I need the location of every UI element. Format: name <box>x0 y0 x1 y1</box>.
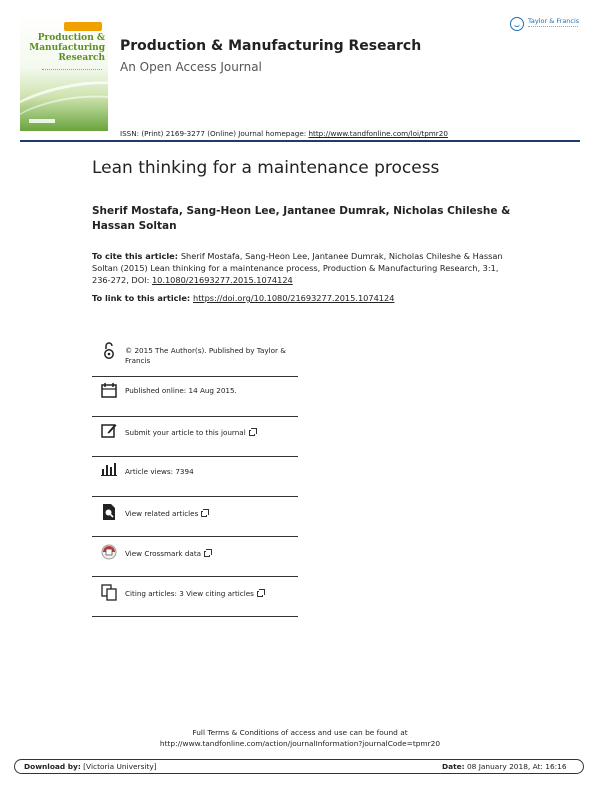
crossmark-row[interactable] <box>92 537 298 577</box>
crossmark-link[interactable]: View Crossmark data <box>125 549 300 559</box>
published-row <box>92 377 298 417</box>
publisher-tagline-line <box>528 26 578 29</box>
crossmark-icon <box>100 543 118 561</box>
row-divider <box>92 616 298 617</box>
published-text: Published online: 14 Aug 2015. <box>125 386 237 395</box>
cover-subtitle-line <box>42 69 102 72</box>
license-text: © 2015 The Author(s). Published by Taylor & Francis <box>125 346 286 365</box>
citing-articles-link[interactable]: Citing articles: 3 View citing articles <box>125 589 300 599</box>
bar-chart-icon <box>100 460 118 478</box>
license-row <box>92 337 298 377</box>
issn-line: ISSN: (Print) 2169-3277 (Online) Journal homepage: http://www.tandfonline.com/loi/tpmr20 <box>120 129 448 138</box>
terms-url[interactable]: http://www.tandfonline.com/action/journalInformation?journalCode=tpmr20 <box>159 739 441 748</box>
link-label: To link to this article: <box>92 293 193 303</box>
citing-articles-icon <box>100 583 118 601</box>
external-link-icon <box>204 551 210 557</box>
citation-text: Sherif Mostafa, Sang-Heon Lee, Jantanee Dumrak, Nicholas Chileshe & Hassan Soltan (2015) Lean thinking for a maintenance process, Production & Manufacturing Research, 3:1, 236-272, DOI: <box>92 251 503 285</box>
submit-link[interactable]: Submit your article to this journal <box>125 428 300 438</box>
submit-row[interactable] <box>92 417 298 457</box>
journal-subtitle: An Open Access Journal <box>120 60 262 74</box>
related-row[interactable] <box>92 497 298 537</box>
search-document-icon <box>100 503 118 521</box>
downloaded-by: Download by: [Victoria University] <box>24 762 157 771</box>
citation-label: To cite this article: <box>92 251 181 261</box>
journal-cover-thumbnail <box>20 15 108 131</box>
edit-icon <box>100 421 118 439</box>
cover-publisher-logo <box>29 119 55 123</box>
open-access-icon <box>100 342 118 360</box>
cover-title: Production & Manufacturing Research <box>29 33 105 63</box>
doi-link[interactable]: 10.1080/21693277.2015.1074124 <box>151 275 293 285</box>
journal-homepage-link[interactable]: http://www.tandfonline.com/loi/tpmr20 <box>308 129 448 138</box>
header-divider <box>20 140 580 142</box>
citing-row[interactable] <box>92 577 298 617</box>
external-link-icon <box>249 430 255 436</box>
citation-block <box>92 250 512 286</box>
article-doi-url[interactable]: https://doi.org/10.1080/21693277.2015.1074124 <box>193 293 395 303</box>
related-articles-link[interactable]: View related articles <box>125 509 300 519</box>
views-text: Article views: 7394 <box>125 467 194 476</box>
cover-badge <box>64 22 102 31</box>
article-title: Lean thinking for a maintenance process <box>92 158 440 178</box>
external-link-icon <box>201 511 207 517</box>
publisher-name: Taylor & Francis <box>528 17 580 25</box>
terms-note: Full Terms & Conditions of access and use can be found at http://www.tandfonline.com/action/journalInformation?journalCode=tpmr20 <box>120 727 480 749</box>
calendar-icon <box>100 381 118 399</box>
external-link-icon <box>257 591 263 597</box>
publisher-logo[interactable] <box>510 15 585 37</box>
journal-title: Production & Manufacturing Research <box>120 38 422 54</box>
views-row <box>92 457 298 497</box>
article-authors: Sherif Mostafa, Sang-Heon Lee, Jantanee Dumrak, Nicholas Chileshe & Hassan Soltan <box>92 205 511 232</box>
article-link-line <box>92 293 522 303</box>
download-date: Date: 08 January 2018, At: 16:16 <box>442 762 567 771</box>
taylor-francis-logo-icon <box>510 17 524 31</box>
